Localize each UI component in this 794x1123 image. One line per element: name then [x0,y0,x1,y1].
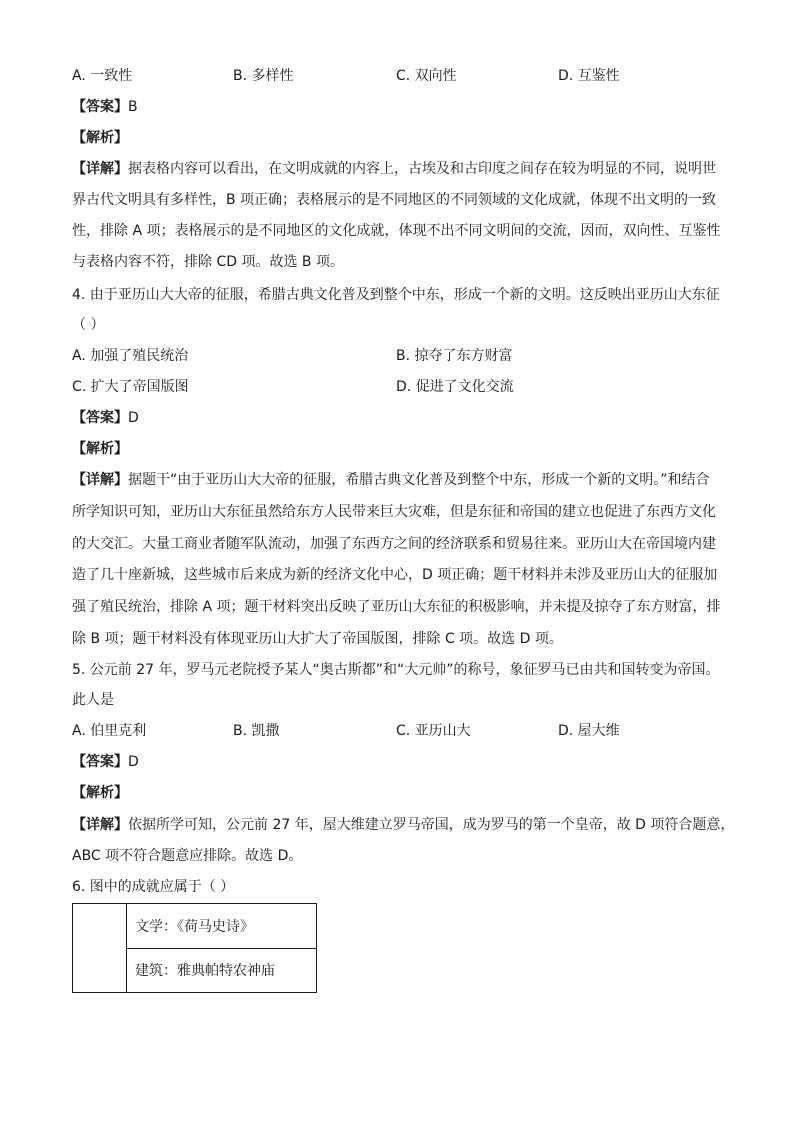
q4-stem: 4. 由于亚历山大大帝的征服，希腊古典文化普及到整个中东，形成一个新的文明。这反映出亚历山大东征 [72,287,720,303]
detail-tag: 【详解】 [72,161,128,177]
q4-option-d[interactable]: D. 促进了文化交流 [396,379,514,395]
answer-value: B [128,99,138,115]
detail-text: 据表格内容可以看出，在文明成就的内容上，古埃及和古印度之间存在较为明显的不同，说明世 [128,161,716,177]
answer-tag: 【答案】 [72,410,128,426]
q5-analysis-tag: 【解析】 [72,785,128,801]
q5-answer [72,752,139,772]
q5-option-d[interactable]: D. 屋大维 [558,723,620,739]
q5-option-a[interactable]: A. 伯里克利 [72,723,147,739]
q5-stem: 5. 公元前 27 年，罗马元老院授予某人“奥古斯都”和“大元帅”的称号，象征罗马已由共和国转变为帝国。 [72,662,720,678]
q5-detail-line [72,815,734,835]
q3-detail-line: 性，排除 A 项；表格展示的是不同地区的文化成就，体现不出不同文明间的交流，因而，双向性、互鉴性 [72,223,721,239]
q5-detail-line: ABC 项不符合题意应排除。故选 D。 [72,848,303,864]
q3-detail-line: 与表格内容不符，排除 CD 项。故选 B 项。 [72,254,344,270]
detail-tag: 【详解】 [72,817,128,833]
q5-option-c[interactable]: C. 亚历山大 [396,723,471,739]
q4-option-b[interactable]: B. 掠夺了东方财富 [396,348,513,364]
q3-option-c[interactable]: C. 双向性 [396,68,457,84]
q3-detail-line [72,159,716,179]
answer-tag: 【答案】 [72,754,128,770]
table-cell: 建筑：雅典帕特农神庙 [127,948,317,993]
q4-option-c[interactable]: C. 扩大了帝国版图 [72,379,189,395]
q3-option-d[interactable]: D. 互鉴性 [558,68,620,84]
q4-option-a[interactable]: A. 加强了殖民统治 [72,348,189,364]
table-cell: 文学：《荷马史诗》 [127,904,317,949]
q4-detail-line [72,470,710,490]
q5-option-b[interactable]: B. 凯撒 [233,723,280,739]
q4-answer [72,408,139,428]
q3-answer [72,97,138,117]
q4-detail-line: 所学知识可知，亚历山大东征虽然给东方人民带来巨大灾难，但是东征和帝国的建立也促进了东西方文化 [72,504,716,520]
q4-analysis-tag: 【解析】 [72,441,128,457]
q4-detail-line: 强了殖民统治，排除 A 项；题干材料突出反映了亚历山大东征的积极影响，并未提及掠夺了东方财富，排 [72,599,721,615]
q4-detail-line: 的大交汇。大量工商业者随军队流动，加强了东西方之间的经济联系和贸易往来。亚历山大在帝国境内建 [72,536,716,552]
q4-detail-line: 造了几十座新城，这些城市后来成为新的经济文化中心，D 项正确；题干材料并未涉及亚历山大的征服加 [72,567,718,583]
detail-tag: 【详解】 [72,472,128,488]
answer-value: D [128,754,139,770]
q3-detail-line: 界古代文明具有多样性，B 项正确；表格展示的是不同地区的不同领域的文化成就，体现不出文明的一致 [72,192,717,208]
blank-cell [73,904,127,993]
q6-achievement-table [72,903,317,993]
detail-text: 依据所学可知，公元前 27 年，屋大维建立罗马帝国，成为罗马的第一个皇帝，故 D 项符合题意， [128,817,735,833]
q6-stem: 6. 图中的成就应属于（ ） [72,879,235,895]
q3-option-a[interactable]: A. 一致性 [72,68,133,84]
q4-stem-blank: （ ） [72,317,105,333]
q5-stem-cont: 此人是 [72,692,114,708]
q3-analysis-tag: 【解析】 [72,130,128,146]
answer-tag: 【答案】 [72,99,128,115]
detail-text: 据题干“由于亚历山大大帝的征服，希腊古典文化普及到整个中东，形成一个新的文明。”和结合 [128,472,710,488]
q3-option-b[interactable]: B. 多样性 [233,68,294,84]
table-row [73,904,317,949]
q4-detail-line: 除 B 项；题干材料没有体现亚历山大扩大了帝国版图，排除 C 项。故选 D 项。 [72,631,563,647]
answer-value: D [128,410,139,426]
